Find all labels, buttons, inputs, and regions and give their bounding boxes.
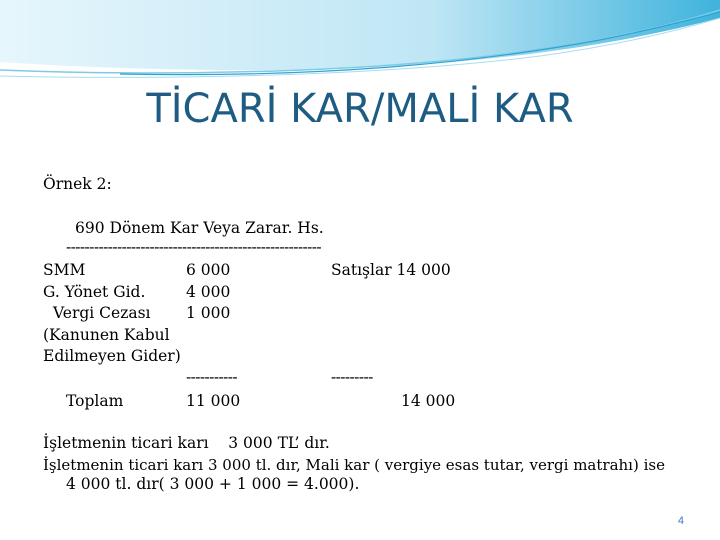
debit-row-amount: 4 000 [186,283,231,301]
conclusion-commercial-profit: İşletmenin ticari karı 3 000 TL’ dır. [43,434,330,452]
debit-row-label: G. Yönet Gid. [43,283,146,301]
credit-sales-label: Satışlar 14 000 [331,261,451,279]
header-wave-decoration [0,0,720,90]
page-number: 4 [677,515,684,527]
debit-row-amount: 6 000 [186,261,231,279]
credit-total-amount: 14 000 [401,392,456,410]
debit-row-label: Vergi Cezası [53,304,151,322]
example-label: Örnek 2: [43,175,112,193]
debit-sum-rule: ----------- [186,368,238,386]
account-title: 690 Dönem Kar Veya Zarar. Hs. [75,219,324,237]
credit-sum-rule: --------- [331,368,373,386]
debit-note-line: Edilmeyen Gider) [43,347,181,365]
debit-note-line: (Kanunen Kabul [43,326,170,344]
slide-title: TİCARİ KAR/MALİ KAR [146,86,574,132]
debit-row-amount: 1 000 [186,304,231,322]
debit-total-amount: 11 000 [186,392,241,410]
t-account-rule: ------------------------------------------------------- [66,238,322,256]
total-label: Toplam [66,392,124,410]
debit-row-label: SMM [43,261,86,279]
conclusion-fiscal-profit-line2: 4 000 tl. dır( 3 000 + 1 000 = 4.000). [66,475,360,493]
conclusion-fiscal-profit-line1: İşletmenin ticari karı 3 000 tl. dır, Mali kar ( vergiye esas tutar, vergi matrahı) ise [43,456,665,474]
